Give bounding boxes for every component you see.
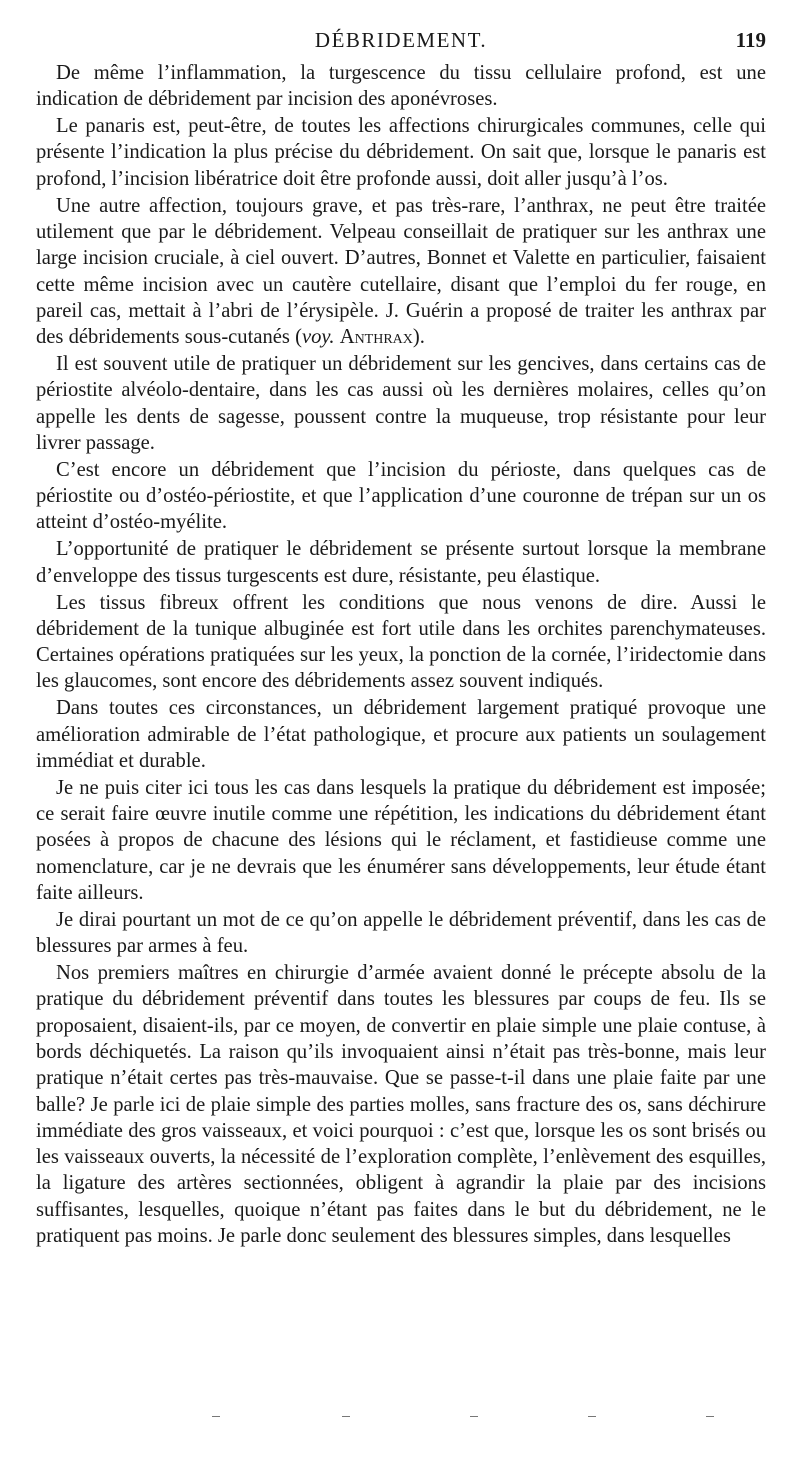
paragraph [36,193,766,351]
paragraph: Nos premiers maîtres en chirurgie d’armée avaient donné le précepte absolu de la pratique du débridement préventif dans toutes les blessures par coups de feu. Ils se proposaient, disaient-ils, par ce moyen, de convertir en plaie simple une plaie contuse, à bords déchiquetés. La raison qu’ils invoquaient ainsi n’était pas très-bonne, mais leur pratique n’était certes pas très-mauvaise. Que se passe-t-il dans une plaie faite par une balle? Je parle ici de plaie simple des parties molles, sans fracture des os, sans déchirure immédiate des gros vaisseaux, et voici pourquoi : c’est que, lorsque les os sont brisés ou les vaisseaux ouverts, la nécessité de l’exploration complète, l’enlèvement des esquilles, la ligature des artères sectionnées, obligent à agrandir la plaie par des incisions suffisantes, lesquelles, quoique n’étant pas faites dans le but du débridement, ne le pratiquent pas moins. Je parle donc seulement des blessures simples, dans lesquelles [36,962,766,1247]
footer-mark [470,1416,478,1417]
paragraph: Je ne puis citer ici tous les cas dans lesquels la pratique du débridement est imposée; ce serait faire œuvre inutile comme une répétition, les indications du débridement étant posées à propos de chacune des lésions qui le réclament, et fastidieuse comme une nomenclature, car je ne devrais que les énumérer sans développements, leur étude étant faite ailleurs. [36,776,766,904]
footer-mark [342,1416,350,1417]
paragraph: Je dirai pourtant un mot de ce qu’on appelle le débridement préventif, dans les cas de blessures par armes à feu. [36,908,766,958]
footer-mark [588,1416,596,1417]
citation-reference: Anthrax [339,326,413,349]
paragraph-text: Une autre affection, toujours grave, et pas très-rare, l’anthrax, ne peut être traitée utilement que par le débridement. Velpeau conseillait de pratiquer sur les anthrax une large incision cruciale, à ciel ouvert. D’autres, Bonnet et Valette en particulier, faisaient cette même incision avec un cautère cutellaire, disant que l’emploi du fer rouge, en pareil cas, mettait à l’abri de l’érysipèle. J. Guérin a proposé de traiter les anthrax par des débridements sous-cutanés [36,194,766,349]
paragraph: C’est encore un débridement que l’incision du périoste, dans quelques cas de périostite ou d’ostéo-périostite, et que l’application d’une couronne de trépan sur un os atteint d’ostéo-myélite. [36,458,766,534]
paragraph: Il est souvent utile de pratiquer un débridement sur les gencives, dans certains cas de périostite alvéolo-dentaire, dans les cas aussi où les dernières molaires, celles qu’on appelle les dents de sagesse, poussent contre la muqueuse, trop résistante pour leur livrer passage. [36,353,766,454]
running-title: DÉBRIDEMENT. [314,28,488,52]
footer-mark [212,1416,220,1417]
paragraph: Dans toutes ces circonstances, un débridement largement pratiqué provoque une amélioration admirable de l’état pathologique, et procure aux patients un soulagement immédiat et durable. [36,697,766,772]
citation-voy: voy. [301,326,335,349]
paragraph: De même l’inflammation, la turgescence du tissu cellulaire profond, est une indication de débridement par incision des aponévroses. [36,62,766,111]
page-header [36,28,766,58]
body-text [36,60,766,1250]
citation: (voy. Anthrax). [295,326,425,349]
paragraph: Les tissus fibreux offrent les conditions que nous venons de dire. Aussi le débridement de la tunique albuginée est fort utile dans les orchites parenchymateuses. Certaines opérations pratiquées sur les yeux, la ponction de la cornée, l’iridectomie dans les glaucomes, sont encore des débridements assez souvent indiqués. [36,591,766,693]
paragraph: Le panaris est, peut-être, de toutes les affections chirurgicales communes, celle qui présente l’indication la plus précise du débridement. On sait que, lorsque le panaris est profond, l’incision libératrice doit être profonde aussi, doit aller jusqu’à l’os. [36,115,766,190]
page-number: 119 [735,28,766,52]
paragraph: L’opportunité de pratiquer le débridement se présente surtout lorsque la membrane d’enveloppe des tissus turgescents est dure, résistante, peu élastique. [36,538,766,587]
footer-mark [706,1416,714,1417]
footer-marks [0,1416,800,1426]
